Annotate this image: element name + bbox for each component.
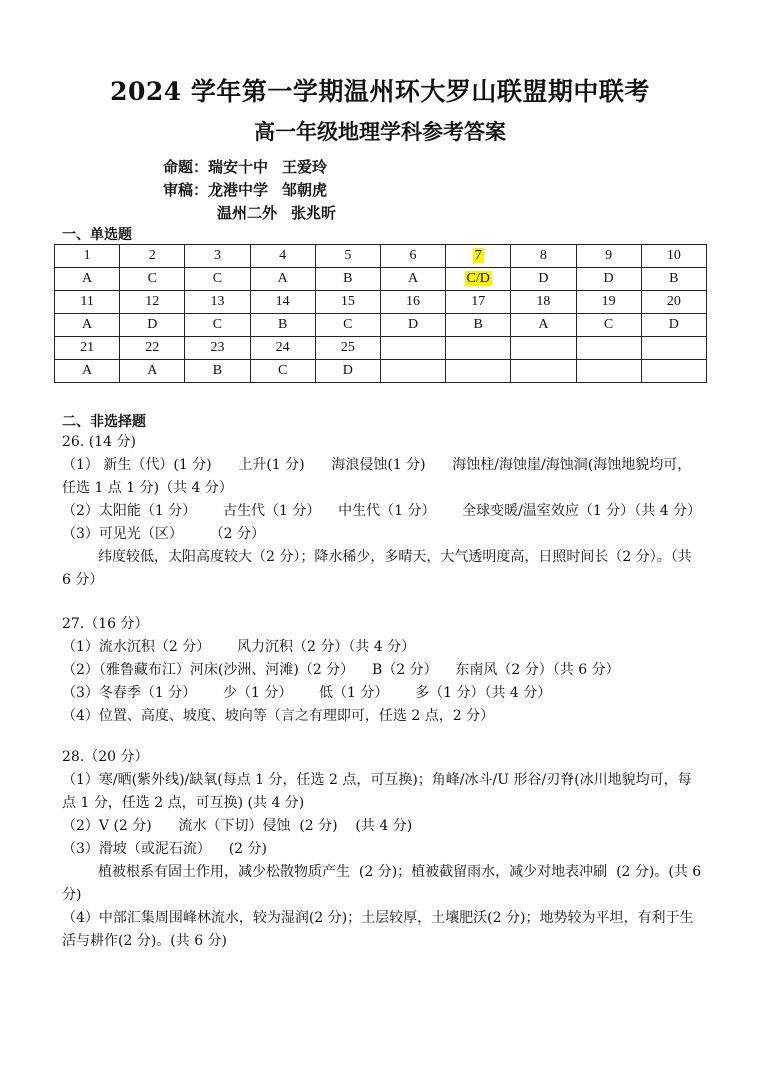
cell-text: 22	[145, 340, 160, 355]
q26-header: 26. (14 分)	[62, 434, 136, 450]
credit-reviewer-1	[163, 179, 327, 200]
answer-cell	[55, 268, 120, 291]
cell-text: 20	[666, 294, 681, 309]
q28-part-2: （2）V (2 分) 流水（下切）侵蚀 (2 分) (共 4 分)	[62, 818, 413, 834]
cell-text: 15	[340, 294, 355, 309]
cell-text: 14	[275, 294, 290, 309]
question-number-cell	[576, 245, 641, 268]
q27-header: 27.（16 分）	[62, 616, 149, 632]
question-27	[62, 613, 702, 728]
question-number-cell	[511, 337, 576, 360]
cell-text: A	[82, 317, 93, 332]
question-number-cell	[250, 291, 315, 314]
question-number-cell	[576, 291, 641, 314]
cell-text: A	[82, 363, 93, 378]
answer-row	[55, 360, 707, 383]
q28-header: 28.（20 分）	[62, 749, 149, 765]
cell-text: 19	[601, 294, 616, 309]
question-number-cell	[185, 291, 250, 314]
question-number-cell	[55, 291, 120, 314]
answer-cell	[250, 268, 315, 291]
section-heading-nonchoice: 二、非选择题	[62, 414, 146, 430]
cell-text: C	[343, 317, 353, 332]
answer-cell	[315, 360, 380, 383]
question-number-cell	[250, 337, 315, 360]
question-number-cell	[446, 337, 511, 360]
q27-part-4: （4）位置、高度、坡度、坡向等（言之有理即可，任选 2 点，2 分）	[62, 708, 495, 724]
question-number-cell	[315, 291, 380, 314]
answer-cell	[576, 360, 641, 383]
q27-part-3: （3）冬春季（1 分） 少（1 分） 低（1 分） 多（1 分）（共 4 分）	[62, 685, 552, 701]
cell-text: 7	[474, 248, 482, 263]
question-number-cell	[120, 337, 185, 360]
credit-setter	[163, 156, 327, 177]
answer-cell	[315, 268, 380, 291]
question-number-cell	[315, 337, 380, 360]
reviewer-school: 龙港中学	[208, 181, 269, 199]
cell-text: 1	[83, 248, 91, 263]
answer-row	[55, 268, 707, 291]
question-number-cell	[380, 291, 445, 314]
setter-label: 命题：	[163, 158, 209, 176]
reviewer-name: 邹朝虎	[282, 181, 328, 199]
question-number-cell	[315, 245, 380, 268]
question-28	[62, 746, 706, 953]
q27-part-1: （1）流水沉积（2 分） 风力沉积（2 分）（共 4 分）	[62, 639, 416, 655]
cell-text: 5	[344, 248, 352, 263]
answer-cell	[380, 314, 445, 337]
q28-part-4: （4）中部汇集周围峰林流水，较为湿润(2 分)；土层较厚，土壤肥沃(2 分)；地势较为平坦，有利于生活与耕作(2 分)。(共 6 分)	[62, 910, 694, 949]
answer-cell	[55, 314, 120, 337]
question-number-cell	[185, 245, 250, 268]
q28-part-3-detail: 植被根系有固土作用，减少松散物质产生 (2 分)；植被截留雨水，减少对地表冲刷 (2 分)。(共 6 分)	[62, 864, 706, 903]
question-number-row	[55, 245, 707, 268]
setter-name: 王爱玲	[282, 158, 328, 176]
cell-text: 24	[275, 340, 290, 355]
question-number-cell	[641, 337, 706, 360]
question-number-cell	[511, 245, 576, 268]
cell-text: B	[277, 317, 288, 332]
cell-text: 23	[210, 340, 225, 355]
cell-text: D	[342, 363, 353, 378]
cell-text: 21	[80, 340, 95, 355]
cell-text: B	[473, 317, 483, 332]
answer-cell	[185, 268, 250, 291]
answer-cell	[511, 314, 576, 337]
page-subtitle: 高一年级地理学科参考答案	[254, 119, 506, 144]
credit-reviewer-2	[217, 202, 336, 223]
answer-cell	[120, 314, 185, 337]
answer-cell	[446, 314, 511, 337]
cell-text: 12	[145, 294, 160, 309]
question-number-cell	[55, 245, 120, 268]
answer-cell	[576, 268, 641, 291]
q26-part-3-detail: 纬度较低，太阳高度较大（2 分）；降水稀少，多晴天，大气透明度高，日照时间长（2 分）。（共 6 分）	[62, 549, 697, 588]
cell-text: B	[669, 271, 679, 286]
question-number-cell	[120, 245, 185, 268]
answer-cell	[641, 268, 706, 291]
reviewer-school: 温州二外	[217, 204, 278, 222]
question-number-cell	[380, 337, 445, 360]
cell-text: D	[538, 271, 549, 286]
reviewer-name: 张兆昕	[291, 204, 337, 222]
cell-text: D	[603, 271, 614, 286]
q27-part-2: （2）（雅鲁藏布江）河床(沙洲、河滩)（2 分） B（2 分） 东南风（2 分）（共 6 分）	[62, 662, 620, 678]
question-number-cell	[120, 291, 185, 314]
question-number-cell	[511, 291, 576, 314]
answer-cell	[185, 314, 250, 337]
question-number-cell	[185, 337, 250, 360]
cell-text: D	[407, 317, 419, 332]
q26-part-3: （3）可见光（区） （2 分）	[62, 526, 265, 542]
answer-cell	[315, 314, 380, 337]
question-number-cell	[641, 245, 706, 268]
question-number-row	[55, 337, 707, 360]
cell-text: 3	[213, 248, 221, 263]
question-number-cell	[446, 245, 511, 268]
question-number-cell	[641, 291, 706, 314]
cell-text: B	[212, 363, 223, 378]
cell-text: C	[603, 317, 614, 332]
answer-cell	[250, 360, 315, 383]
cell-text: 18	[536, 294, 551, 309]
cell-text: 8	[539, 248, 547, 263]
question-number-row	[55, 291, 707, 314]
answer-row	[55, 314, 707, 337]
answer-cell	[576, 314, 641, 337]
section-heading-choice: 一、单选题	[62, 227, 132, 243]
cell-text: B	[343, 271, 353, 286]
cell-text: 9	[605, 248, 613, 263]
answer-cell	[641, 360, 706, 383]
answer-cell	[511, 268, 576, 291]
cell-text: C	[277, 363, 288, 378]
cell-text: C	[147, 271, 157, 286]
cell-text: 2	[148, 248, 156, 263]
cell-text: 16	[406, 294, 421, 309]
cell-text: D	[147, 317, 158, 332]
cell-text: A	[82, 271, 93, 286]
setter-school: 瑞安十中	[208, 158, 269, 176]
cell-text: A	[538, 317, 549, 332]
question-number-cell	[576, 337, 641, 360]
cell-text: 11	[80, 294, 94, 309]
question-number-cell	[250, 245, 315, 268]
answer-cell	[641, 314, 706, 337]
cell-text: 10	[666, 248, 681, 263]
question-number-cell	[380, 245, 445, 268]
answer-cell	[446, 268, 511, 291]
cell-text: 13	[210, 294, 225, 309]
answer-cell	[380, 360, 445, 383]
question-26	[62, 431, 702, 592]
cell-text: 4	[279, 248, 287, 263]
q26-part-2: （2）太阳能（1 分） 古生代（1 分） 中生代（1 分） 全球变暖/温室效应（1 分）（共 4 分）	[62, 503, 702, 519]
answer-table	[54, 244, 707, 383]
q28-part-3: （3）滑坡（或泥石流） (2 分)	[62, 841, 267, 857]
cell-text: C/D	[466, 271, 490, 286]
cell-text: A	[407, 271, 419, 286]
answer-cell	[185, 360, 250, 383]
answer-cell	[250, 314, 315, 337]
answer-cell	[120, 268, 185, 291]
cell-text: 6	[409, 248, 417, 263]
answer-cell	[55, 360, 120, 383]
question-number-cell	[55, 337, 120, 360]
answer-cell	[380, 268, 445, 291]
answer-cell	[120, 360, 185, 383]
reviewer-label: 审稿：	[163, 181, 209, 199]
cell-text: A	[147, 363, 158, 378]
answer-cell	[511, 360, 576, 383]
cell-text: C	[212, 317, 223, 332]
q28-part-1: （1）寒/晒(紫外线)/缺氧(每点 1 分，任选 2 点，可互换)；角峰/冰斗/U 形谷/刃脊(冰川地貌均可，每点 1 分，任选 2 点，可互换) (共 4 分)	[62, 772, 692, 811]
q26-part-1: （1） 新生（代）(1 分) 上升(1 分) 海浪侵蚀(1 分) 海蚀柱/海蚀崖/海蚀洞(海蚀地貌均可，任选 1 点 1 分)（共 4 分）	[62, 457, 692, 496]
cell-text: A	[277, 271, 288, 286]
cell-text: C	[212, 271, 223, 286]
question-number-cell	[446, 291, 511, 314]
page-title: 2024 学年第一学期温州环大罗山联盟期中联考	[110, 77, 650, 106]
cell-text: D	[668, 317, 679, 332]
answer-cell	[446, 360, 511, 383]
cell-text: 25	[340, 340, 355, 355]
cell-text: 17	[471, 294, 486, 309]
